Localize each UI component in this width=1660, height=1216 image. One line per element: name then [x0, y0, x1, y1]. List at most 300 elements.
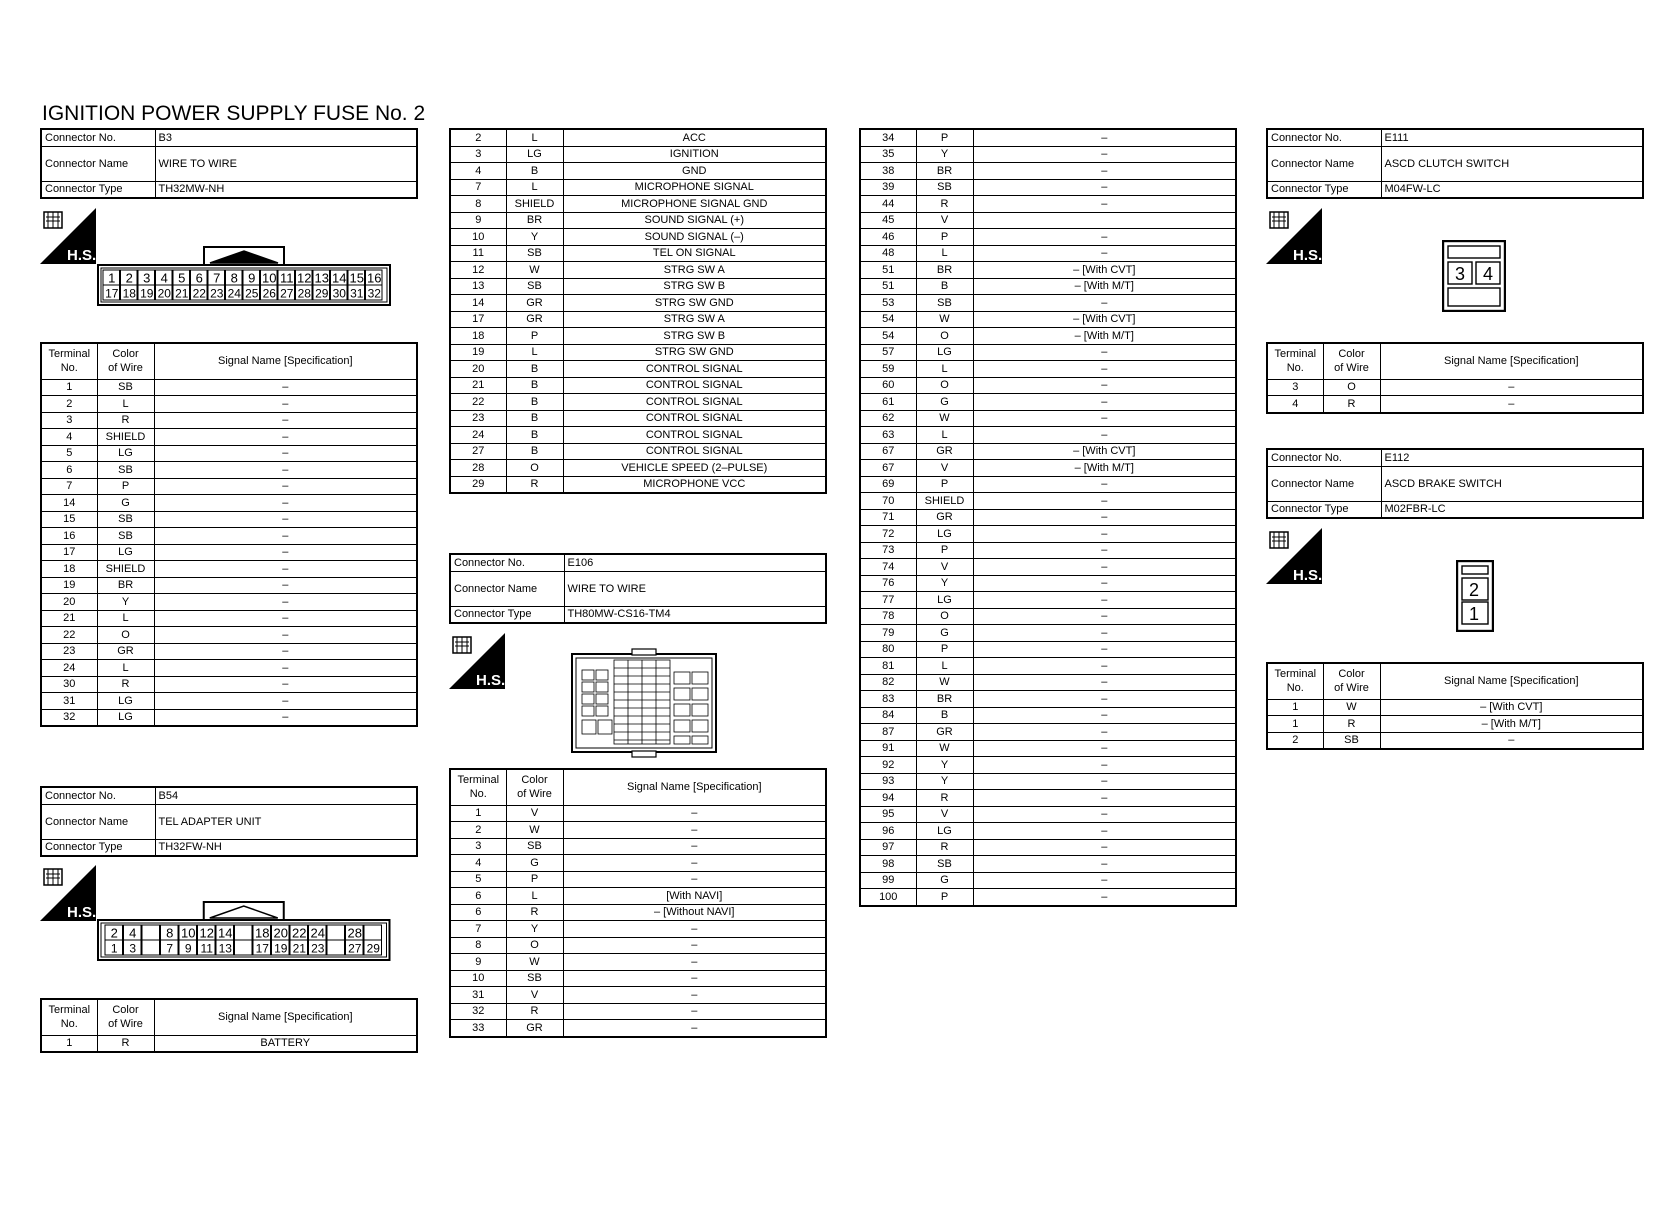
- terminal-no: 54: [860, 328, 916, 345]
- label-connector-type: Connector Type: [1267, 501, 1381, 518]
- table-row: [450, 179, 826, 196]
- signal-name: SOUND SIGNAL (+): [563, 212, 826, 229]
- table-row: [860, 245, 1236, 262]
- table-row: [860, 757, 1236, 774]
- pin-10: 10: [262, 270, 277, 286]
- header-signal-name: Signal Name [Specification]: [154, 343, 417, 379]
- table-row: [860, 856, 1236, 873]
- pin-12: 12: [199, 925, 214, 941]
- table-row: [450, 1020, 826, 1037]
- table-row: [1267, 379, 1643, 396]
- terminal-no: 3: [41, 412, 97, 429]
- terminal-no: 14: [450, 295, 506, 312]
- table-row: [450, 904, 826, 921]
- terminal-no: 29: [450, 476, 506, 493]
- pin-3: 3: [1455, 264, 1466, 284]
- wire-color: BR: [97, 577, 154, 594]
- table-row: [860, 658, 1236, 675]
- signal-name: –: [973, 691, 1236, 708]
- signal-name: –: [154, 379, 417, 396]
- table-row: [41, 660, 417, 677]
- terminal-no: 76: [860, 575, 916, 592]
- signal-name: –: [563, 838, 826, 855]
- table-row: [860, 295, 1236, 312]
- terminal-no: 74: [860, 559, 916, 576]
- table-row: [860, 262, 1236, 279]
- table-row: [41, 445, 417, 462]
- wire-color: G: [506, 855, 563, 872]
- pin-24: 24: [227, 286, 241, 301]
- terminal-no: 2: [450, 822, 506, 839]
- wire-color: W: [506, 954, 563, 971]
- pin-2: 2: [1469, 580, 1480, 600]
- table-row: [860, 773, 1236, 790]
- table-row: [450, 262, 826, 279]
- signal-name: –: [1380, 732, 1643, 749]
- signal-name: TEL ON SIGNAL: [563, 245, 826, 262]
- signal-name: –: [154, 478, 417, 495]
- signal-name: –: [154, 627, 417, 644]
- terminal-no: 62: [860, 410, 916, 427]
- signal-name: MICROPHONE SIGNAL GND: [563, 196, 826, 213]
- table-row: [450, 888, 826, 905]
- terminal-no: 20: [41, 594, 97, 611]
- signal-name: STRG SW GND: [563, 344, 826, 361]
- wire-color: Y: [97, 594, 154, 611]
- table-row: [41, 610, 417, 627]
- terminal-no: 8: [450, 937, 506, 954]
- wire-color: P: [916, 476, 973, 493]
- wire-color: SHIELD: [97, 561, 154, 578]
- wire-color: L: [506, 129, 563, 146]
- terminal-no: 57: [860, 344, 916, 361]
- wire-color: V: [506, 805, 563, 822]
- wire-color: L: [916, 361, 973, 378]
- connector-type-value: TH80MW-CS16-TM4: [564, 606, 826, 623]
- signal-name: –: [154, 544, 417, 561]
- signal-name: –: [973, 394, 1236, 411]
- signal-name: –: [973, 889, 1236, 906]
- signal-name: –: [1380, 379, 1643, 396]
- table-row: [450, 394, 826, 411]
- signal-name: GND: [563, 163, 826, 180]
- table-row: [860, 724, 1236, 741]
- wire-color: W: [916, 311, 973, 328]
- signal-name: –: [973, 427, 1236, 444]
- signal-name: –: [973, 790, 1236, 807]
- terminal-no: 2: [450, 129, 506, 146]
- wire-color: SB: [97, 511, 154, 528]
- wire-color: W: [916, 740, 973, 757]
- table-row: [450, 805, 826, 822]
- terminal-no: 4: [1267, 396, 1323, 413]
- terminal-no: 21: [41, 610, 97, 627]
- header-signal-name: Signal Name [Specification]: [154, 999, 417, 1035]
- wire-color: P: [916, 641, 973, 658]
- pin-3: 3: [143, 270, 151, 286]
- signal-name: CONTROL SIGNAL: [563, 427, 826, 444]
- pin-5: 5: [178, 270, 186, 286]
- terminal-no: 9: [450, 954, 506, 971]
- terminal-no: 93: [860, 773, 916, 790]
- pin-1: 1: [1469, 604, 1480, 624]
- wire-color: R: [506, 1003, 563, 1020]
- wire-color: LG: [916, 823, 973, 840]
- table-row: [450, 410, 826, 427]
- signal-name: –: [563, 921, 826, 938]
- pin-24: 24: [310, 925, 325, 941]
- pin-4: 4: [1483, 264, 1494, 284]
- terminal-no: 51: [860, 278, 916, 295]
- signal-name: –: [973, 658, 1236, 675]
- terminal-no: 6: [450, 904, 506, 921]
- pin-11: 11: [200, 941, 213, 956]
- signal-name: – [With M/T]: [973, 460, 1236, 477]
- signal-name: CONTROL SIGNAL: [563, 394, 826, 411]
- table-row: [450, 476, 826, 493]
- pin-25: 25: [245, 286, 259, 301]
- wire-color: GR: [916, 443, 973, 460]
- table-row: [860, 707, 1236, 724]
- table-row: [860, 526, 1236, 543]
- terminal-no: 10: [450, 970, 506, 987]
- wire-color: P: [97, 478, 154, 495]
- connector-no-value: B3: [155, 129, 417, 146]
- signal-name: –: [154, 528, 417, 545]
- wire-color: L: [916, 658, 973, 675]
- wire-color: LG: [97, 693, 154, 710]
- wire-color: P: [916, 889, 973, 906]
- wire-color: SB: [97, 528, 154, 545]
- wire-color: P: [916, 542, 973, 559]
- wire-color: B: [506, 410, 563, 427]
- wire-color: GR: [506, 295, 563, 312]
- table-row: [860, 839, 1236, 856]
- signal-name: –: [154, 445, 417, 462]
- table-row: [41, 577, 417, 594]
- table-row: [450, 377, 826, 394]
- label-connector-no: Connector No.: [450, 554, 564, 571]
- signal-name: STRG SW GND: [563, 295, 826, 312]
- signal-name: ACC: [563, 129, 826, 146]
- table-row: [860, 163, 1236, 180]
- signal-name: –: [973, 245, 1236, 262]
- wire-color: R: [97, 1035, 154, 1052]
- table-row: [450, 954, 826, 971]
- signal-name: –: [154, 610, 417, 627]
- terminal-no: 1: [41, 379, 97, 396]
- wire-color: O: [916, 377, 973, 394]
- label-connector-name: Connector Name: [1267, 146, 1381, 181]
- wire-color: W: [1323, 699, 1380, 716]
- terminal-no: 35: [860, 146, 916, 163]
- connector-face-e106: [570, 648, 720, 763]
- pin-12: 12: [297, 270, 312, 286]
- table-row: [860, 790, 1236, 807]
- terminal-no: 34: [860, 129, 916, 146]
- table-row: [41, 478, 417, 495]
- header-color-of-wire: Color of Wire: [506, 769, 563, 805]
- header-signal-name: Signal Name [Specification]: [563, 769, 826, 805]
- signal-name: –: [973, 724, 1236, 741]
- wire-color: L: [97, 610, 154, 627]
- pin-20: 20: [157, 286, 171, 301]
- signal-name: –: [973, 129, 1236, 146]
- terminal-no: 1: [1267, 699, 1323, 716]
- signal-name: –: [563, 805, 826, 822]
- connector-no-value: E112: [1381, 449, 1643, 466]
- signal-name: –: [973, 229, 1236, 246]
- harness-side-icon: [1266, 528, 1322, 584]
- table-row: [41, 495, 417, 512]
- connector-info-e112: [1266, 448, 1644, 519]
- wire-color: SB: [916, 295, 973, 312]
- pin-4: 4: [129, 925, 137, 941]
- terminal-no: 96: [860, 823, 916, 840]
- table-row: [860, 427, 1236, 444]
- signal-name: –: [973, 872, 1236, 889]
- signal-name: [With NAVI]: [563, 888, 826, 905]
- wire-color: R: [97, 676, 154, 693]
- terminal-no: 33: [450, 1020, 506, 1037]
- signal-name: –: [563, 987, 826, 1004]
- wire-color: B: [506, 377, 563, 394]
- wire-color: R: [916, 196, 973, 213]
- pin-17: 17: [105, 286, 119, 301]
- pin-6: 6: [195, 270, 203, 286]
- terminal-no: 38: [860, 163, 916, 180]
- terminal-no: 53: [860, 295, 916, 312]
- table-row: [860, 641, 1236, 658]
- terminal-no: 71: [860, 509, 916, 526]
- pin-9: 9: [184, 941, 192, 956]
- signal-name: –: [154, 429, 417, 446]
- connector-no-value: E111: [1381, 129, 1643, 146]
- terminal-no: 7: [450, 179, 506, 196]
- table-row: [860, 311, 1236, 328]
- wire-color: L: [916, 427, 973, 444]
- signal-name: STRG SW B: [563, 278, 826, 295]
- table-row: [41, 544, 417, 561]
- table-row: [450, 822, 826, 839]
- table-row: [860, 394, 1236, 411]
- terminal-no: 2: [41, 396, 97, 413]
- terminal-no: 15: [41, 511, 97, 528]
- signal-name: –: [973, 526, 1236, 543]
- hs-label: H.S.: [67, 247, 96, 264]
- pin-17: 17: [255, 941, 269, 956]
- connector-type-value: TH32MW-NH: [155, 181, 417, 198]
- terminal-no: 84: [860, 707, 916, 724]
- table-row: [1267, 732, 1643, 749]
- signal-name: –: [973, 757, 1236, 774]
- wire-color: Y: [506, 921, 563, 938]
- wire-color: W: [506, 822, 563, 839]
- signal-name: –: [973, 493, 1236, 510]
- harness-side-icon: [449, 633, 505, 689]
- pin-8: 8: [166, 925, 174, 941]
- table-row: [860, 823, 1236, 840]
- wire-color: BR: [916, 691, 973, 708]
- terminal-no: 28: [450, 460, 506, 477]
- terminal-no: 27: [450, 443, 506, 460]
- terminal-no: 95: [860, 806, 916, 823]
- wire-color: SB: [506, 970, 563, 987]
- table-row: [860, 146, 1236, 163]
- header-color-of-wire: Color of Wire: [1323, 343, 1380, 379]
- terminal-no: 1: [41, 1035, 97, 1052]
- signal-name: CONTROL SIGNAL: [563, 443, 826, 460]
- table-row: [860, 443, 1236, 460]
- table-row: [860, 460, 1236, 477]
- wire-color: LG: [97, 709, 154, 726]
- terminal-no: 54: [860, 311, 916, 328]
- table-row: [860, 608, 1236, 625]
- pin-23: 23: [311, 941, 325, 956]
- pin-14: 14: [332, 270, 347, 286]
- label-connector-name: Connector Name: [41, 146, 155, 181]
- table-row: [41, 709, 417, 726]
- signal-name: SOUND SIGNAL (–): [563, 229, 826, 246]
- table-row: [41, 396, 417, 413]
- table-row: [1267, 699, 1643, 716]
- table-row: [450, 361, 826, 378]
- connector-face-b54: [97, 900, 391, 967]
- signal-name: –: [154, 412, 417, 429]
- wire-color: R: [1323, 716, 1380, 733]
- header-terminal-no: Terminal No.: [1267, 343, 1323, 379]
- connector-info-e111: [1266, 128, 1644, 199]
- terminal-no: 97: [860, 839, 916, 856]
- header-color-of-wire: Color of Wire: [1323, 663, 1380, 699]
- wire-color: B: [506, 163, 563, 180]
- connector-name-value: WIRE TO WIRE: [155, 146, 417, 181]
- wire-color: R: [916, 839, 973, 856]
- signal-name: [973, 212, 1236, 229]
- table-row: [41, 429, 417, 446]
- signal-name: – [With M/T]: [973, 328, 1236, 345]
- signal-name: –: [154, 676, 417, 693]
- terminal-no: 3: [1267, 379, 1323, 396]
- signal-name: –: [154, 693, 417, 710]
- terminal-no: 11: [450, 245, 506, 262]
- pin-28: 28: [347, 925, 362, 941]
- label-connector-type: Connector Type: [450, 606, 564, 623]
- signal-name: – [With CVT]: [973, 311, 1236, 328]
- table-row: [450, 427, 826, 444]
- table-row: [41, 528, 417, 545]
- table-row: [450, 443, 826, 460]
- signal-name: STRG SW B: [563, 328, 826, 345]
- label-connector-name: Connector Name: [1267, 466, 1381, 501]
- wire-color: O: [916, 328, 973, 345]
- terminal-no: 78: [860, 608, 916, 625]
- terminal-no: 5: [450, 871, 506, 888]
- wire-color: O: [506, 937, 563, 954]
- pin-1: 1: [110, 941, 118, 956]
- terminal-no: 16: [41, 528, 97, 545]
- table-row: [41, 627, 417, 644]
- wire-color: R: [1323, 396, 1380, 413]
- connector-no-value: B54: [155, 787, 417, 804]
- table-row: [41, 693, 417, 710]
- terminal-no: 19: [41, 577, 97, 594]
- pin-31: 31: [350, 286, 364, 301]
- signal-name: STRG SW A: [563, 262, 826, 279]
- signal-name: –: [154, 660, 417, 677]
- table-row: [450, 229, 826, 246]
- terminal-no: 39: [860, 179, 916, 196]
- header-terminal-no: Terminal No.: [450, 769, 506, 805]
- terminal-no: 77: [860, 592, 916, 609]
- signal-name: IGNITION: [563, 146, 826, 163]
- terminal-no: 70: [860, 493, 916, 510]
- wire-color: P: [916, 229, 973, 246]
- pin-9: 9: [248, 270, 256, 286]
- page-title: IGNITION POWER SUPPLY FUSE No. 2: [42, 102, 426, 125]
- terminal-table-b54: [40, 998, 418, 1053]
- wire-color: LG: [916, 526, 973, 543]
- terminal-no: 46: [860, 229, 916, 246]
- table-row: [860, 212, 1236, 229]
- table-row: [450, 129, 826, 146]
- table-row: [860, 872, 1236, 889]
- signal-name: –: [563, 937, 826, 954]
- terminal-no: 20: [450, 361, 506, 378]
- label-connector-type: Connector Type: [1267, 181, 1381, 198]
- terminal-no: 83: [860, 691, 916, 708]
- signal-name: –: [154, 462, 417, 479]
- pin-18: 18: [122, 286, 136, 301]
- signal-name: – [With CVT]: [973, 262, 1236, 279]
- terminal-no: 1: [1267, 716, 1323, 733]
- signal-name: – [With CVT]: [973, 443, 1236, 460]
- pin-23: 23: [210, 286, 224, 301]
- signal-name: –: [154, 643, 417, 660]
- wire-color: V: [916, 212, 973, 229]
- hs-label: H.S.: [67, 904, 96, 921]
- terminal-no: 6: [450, 888, 506, 905]
- terminal-no: 2: [1267, 732, 1323, 749]
- terminal-no: 4: [41, 429, 97, 446]
- terminal-no: 59: [860, 361, 916, 378]
- signal-name: –: [973, 361, 1236, 378]
- wire-color: SB: [97, 379, 154, 396]
- connector-name-value: ASCD CLUTCH SWITCH: [1381, 146, 1643, 181]
- signal-name: –: [973, 295, 1236, 312]
- wire-color: P: [916, 129, 973, 146]
- wire-color: W: [506, 262, 563, 279]
- label-connector-type: Connector Type: [41, 839, 155, 856]
- terminal-no: 12: [450, 262, 506, 279]
- wire-color: L: [97, 396, 154, 413]
- terminal-no: 91: [860, 740, 916, 757]
- signal-name: –: [1380, 396, 1643, 413]
- terminal-no: 18: [41, 561, 97, 578]
- terminal-no: 13: [450, 278, 506, 295]
- wire-color: B: [916, 707, 973, 724]
- table-row: [450, 1003, 826, 1020]
- signal-name: CONTROL SIGNAL: [563, 410, 826, 427]
- signal-name: –: [154, 594, 417, 611]
- table-row: [860, 559, 1236, 576]
- table-row: [860, 674, 1236, 691]
- connector-type-value: M02FBR-LC: [1381, 501, 1643, 518]
- wire-color: L: [97, 660, 154, 677]
- signal-name: –: [973, 509, 1236, 526]
- terminal-no: 44: [860, 196, 916, 213]
- wire-color: O: [506, 460, 563, 477]
